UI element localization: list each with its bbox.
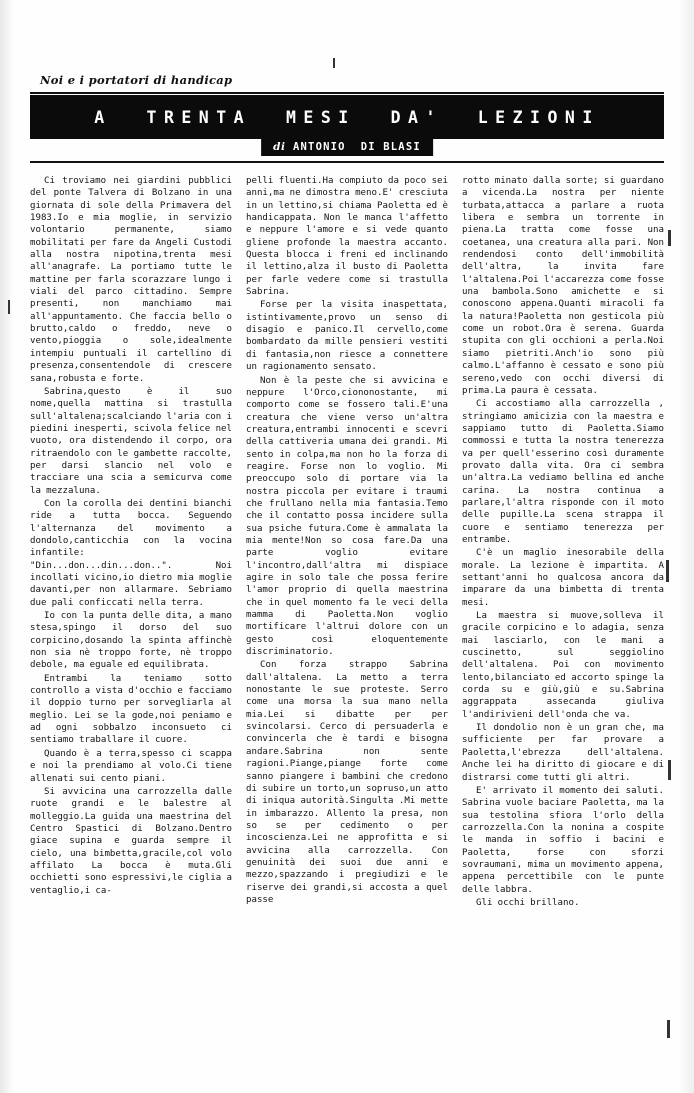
paragraph: Con forza strappo Sabrina dall'altalena. La metto a terra nonostante le sue proteste. Serro come una morsa la sua mano nella mia.Lei si dibatte per per svincolarsi. Cerco di persuaderla e convincerla che è tardi e bisogna andare.Sabrina non sente ragioni.Piange,piange forte come sanno piangere i bambini che credono di subire un torto,un sopruso,un atto di iniqua autorità.Singulta .Mi mette in imbarazzo. Allento la presa, non so se per cedimento o per incoscienza.Lei ne approfitta e si avvicina alla carrozzella. Con genuinità dei suoi due anni e mezzo,spazzando i pregiudizi e le riserve dei grandi,si accosta a quel passe — [246, 660, 448, 905]
scan-speck — [668, 760, 671, 780]
paragraph: E' arrivato il momento dei saluti. Sabrina vuole baciare Paoletta, ma la sua testolina sfiora l'orlo della carrozzella.Con la nonina a cospite le manda in soffio i bacini e Paoletta, forse con sforzi sovraumani, mima un movimento appena, appena percettibile con le punte delle labbra. — [462, 785, 664, 895]
byline-author: ANTONIO DI BLASI — [293, 141, 421, 153]
scan-speck — [667, 1020, 670, 1038]
paragraph: Ci accostiamo alla carrozzella , stringiamo amicizia con la maestra e sappiamo tutto di Paoletta.Siamo commossi e tutta la nostra tenerezza va per quell'esserino così duramente provato dalla vita. Ora ci sembra un'altra.La vediamo bellina ed anche carina. La nostra continua a parlare,l'altra risponde con il moto delle pupille.La scena strappa il cuore e sentiamo tenerezza per entrambe. — [462, 399, 664, 545]
scan-speck — [668, 230, 671, 246]
paragraph: pelli fluenti.Ha compiuto da poco sei anni,ma ne dimostra meno.E' cresciuta in un lettino,si chiama Paoletta ed è handicappata. Non le manca l'affetto e neppure l'amore e si vede quanto gliene profonde la maestra accanto. Questa blocca i freni ed inclinando il lettino,alza il busto di Paoletta per farle vedere come si trastulla Sabrina. — [246, 176, 448, 298]
paragraph: Non è la peste che si avvicina e neppure l'Orco,ciononostante, mi comporto come se fossero tali.E'una creatura che viene verso un'altra creatura,entrambi innocenti e scevri della cattiveria umana dei grandi. Mi sento in colpa,ma non ho la forza di reagire. Forse non lo voglio. Mi preoccupo solo di portare via la nostra piccola per evitare i traumi che frullano nella mia fantasia.Temo che il contatto possa incidere sulla sua psiche futura.Come è ammalata la mia mente!Non so cosa fare.Da una parte voglio evitare l'incontro,dall'altra mi dispiace agire in solo tale che possa ferire l'amor proprio di quella maestrina che in quel momento fa le veci della mamma di Paoletta.Non voglio mortificare l'altrui dolore con un gesto così eloquentemente discriminatorio. — [246, 375, 448, 658]
page-title: A TRENTA MESI DA' LEZIONI — [94, 107, 600, 127]
paragraph: Sabrina,questo è il suo nome,quella mattina si trastulla sull'altalena;scalciando l'aria con i piedini inesperti, scivola felice nel vuoto, ora distendendo il corpo, ora ritraendolo con le gambette raccolte, per darsi slancio nel volo e tracciare una scia a semicurva come la mezzaluna. — [30, 386, 232, 496]
byline-row — [30, 139, 664, 163]
headline-band — [30, 95, 664, 139]
byline-prefix: di — [273, 141, 286, 153]
paragraph: Io con la punta delle dita, a mano stesa,spingo il dorso del suo corpicino,dosando la spinta affinchè non sia nè troppo forte, nè troppo debole, ma eguale ed equilibrata. — [30, 611, 232, 671]
paragraph: rotto minato dalla sorte; si guardano a vicenda.La nostra per niente turbata,attacca a parlare a ruota libera e sembra un torrente in piena.La tratta come fosse una coetanea, una creatura alla pari. Non rendendosi conto dell'immobilità dell'altra, la invita fare l'altalena.Poi l'accarezza come fosse una bambola.Sono amichette e si conoscono appena.Quanti miracoli fa la natura!Paoletta non gesticola più come un robot.Ora è serena. Guarda stupita con gli occhioni a perla.Noi siamo pietriti.Anch'io sono più calmo.L'affanno è cessato e sono più sereno,vedo con occhi diversi di prima.La paura è cessata. — [462, 176, 664, 396]
section-kicker-bar — [30, 70, 664, 94]
paragraph: Con la corolla dei dentini bianchi ride a tutta bocca. Seguendo l'alternanza del movimento a dondolo,canticchia con la vocina infantile: "Din...don...din...don..". Noi incollati vicino,io dietro mia moglie davanti,per non allarmare. Sebriamo due pali conficcati nella terra. — [30, 498, 232, 608]
article-column-3 — [462, 175, 664, 909]
scan-speck — [8, 300, 10, 314]
section-kicker: Noi e i portatori di handicap — [40, 73, 233, 87]
paragraph: Il dondolio non è un gran che, ma sufficiente per far provare a Paoletta,l'ebrezza dell'altalena. Anche lei ha diritto di giocare e di distrarsi come tutti gli altri. — [462, 723, 664, 783]
article-column-2 — [246, 175, 448, 909]
paragraph: Si avvicina una carrozzella dalle ruote grandi e le balestre al molleggio.La guida una maestrina del Centro Spastici di Bolzano.Dentro giace supina e guarda sempre il cielo, una bimbetta,gracile,col volo affilato La bocca è muta.Gli occhietti sono espressivi,le ciglia a ventaglio,i ca- — [30, 786, 232, 896]
paragraph: Ci troviamo nei giardini pubblici del ponte Talvera di Bolzano in una giornata di sole della Primavera del 1983.Io e mia moglie, in servizio volontario permanente, siamo mobilitati per fare da Angeli Custodi alla nostra nipotina,trenta mesi all'anagrafe. La portiamo tutte le mattine per farla scorazzare lungo i viali del parco cittadino. Sempre presenti, non manchiamo mai all'appuntamento. Che faccia bello o brutto,caldo o freddo, neve o vento,pioggia o sole,idealmente intempiu puntuali il cartellino di presenza,consentendole di crescere sana,robusta e forte. — [30, 176, 232, 384]
scan-speck — [333, 58, 335, 68]
page-right-edge — [678, 0, 694, 1093]
paragraph: Forse per la visita inaspettata, istintivamente,provo un senso di disagio e panico.Il cervello,come bombardato da mille pensieri vestiti di fantasia,non riesce a connettere un ragionamento sensato. — [246, 300, 448, 373]
article — [30, 70, 664, 909]
paragraph: La maestra si muove,solleva il gracile corpicino e lo adagia, senza mai lasciarlo, con le mani a cuscinetto, sul seggiolino dell'altalena. Poi con movimento lento,bilanciato ed accorto spinge la corda su e giù,giù e su.Sabrina aggrappata assecanda giuliva l'andirivieni dell'onda che va. — [462, 611, 664, 720]
article-column-1 — [30, 175, 232, 909]
page-left-edge — [0, 0, 14, 1093]
paragraph: C'è un maglio inesorabile della morale. La lezione è impartita. A settant'anni ho qualcosa ancora da imparare da una bimbetta di trenta mesi. — [462, 548, 664, 608]
article-columns — [30, 175, 664, 909]
paragraph: Quando è a terra,spesso ci scappa e noi la prendiamo al volo.Ci tiene allenati sui cento piani. — [30, 748, 232, 784]
scan-speck — [666, 560, 669, 582]
paragraph: Entrambi la teniamo sotto controllo a vista d'occhio e facciamo il doppio turno per sorvegliarla al meglio. Lei se la gode,noi peniamo e ad ogni sobbalzo inconsueto ci sentiamo traballare il cuore. — [30, 673, 232, 746]
paragraph: Gli occhi brillano. — [476, 897, 580, 908]
byline — [261, 138, 433, 156]
